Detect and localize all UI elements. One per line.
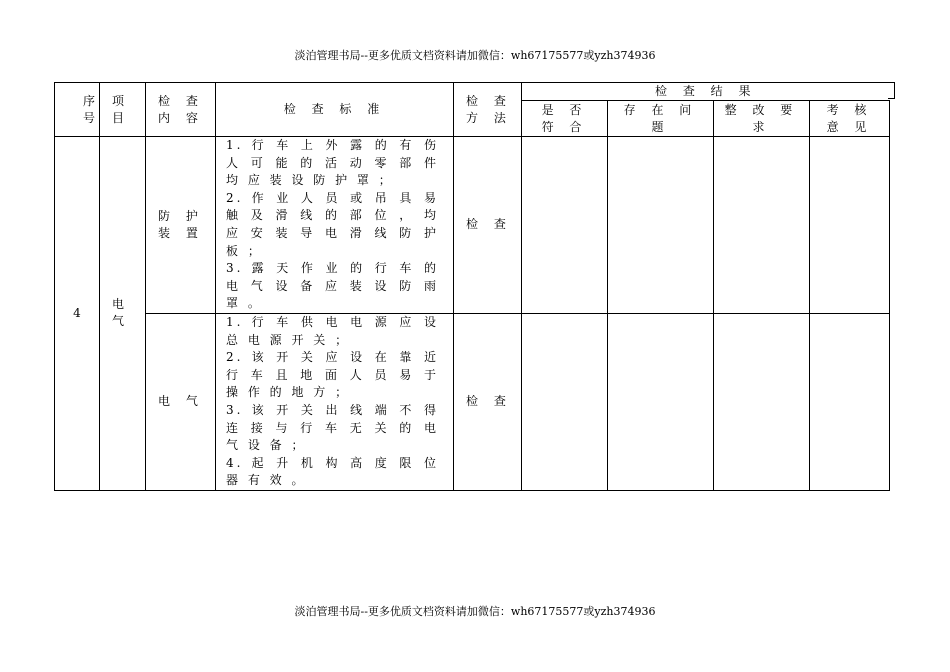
- row-rectify-electric[interactable]: [714, 313, 810, 490]
- row-content-protection: 防 护 装 置: [146, 137, 216, 314]
- row-conform-electric[interactable]: [522, 313, 608, 490]
- result-header-extension: [888, 82, 895, 99]
- header-standard: 检 查 标 准: [216, 83, 454, 137]
- inspection-table: [54, 82, 890, 491]
- row-problem-protection[interactable]: [608, 137, 714, 314]
- row-assess-electric[interactable]: [810, 313, 890, 490]
- row-seq: 4: [55, 137, 100, 491]
- header-result: 检 查 结 果: [522, 83, 890, 101]
- row-item: 电 气: [100, 137, 146, 491]
- row-standard-protection: 1. 行 车 上 外 露 的 有 伤 人 可 能 的 活 动 零 部 件 均 应 装 设 防 护 罩 ； 2. 作 业 人 员 或 吊 具 易 触 及 滑 线 的 部 位 ， 均 应 安 装 导 电 滑 线 防 护 板 ； 3. 露 天 作 业 的 行 车 的 电 气 设 备 应 装 设 防 雨 罩 。: [216, 137, 454, 314]
- header-row-1: [55, 83, 890, 101]
- page-header-note: 淡泊管理书局--更多优质文档资料请加微信：wh67175577或yzh374936: [294, 49, 656, 62]
- row-standard-electric: 1. 行 车 供 电 电 源 应 设 总 电 源 开 关 ； 2. 该 开 关 应 设 在 靠 近 行 车 且 地 面 人 员 易 于 操 作 的 地 方 ； 3. 该 开 关 出 线 端 不 得 连 接 与 行 车 无 关 的 电 气 设 备 ； 4. 起 升 机 构 高 度 限 位 器 有 效 。: [216, 313, 454, 490]
- table-row: [55, 137, 890, 314]
- header-conform: 是 否 符 合: [522, 101, 608, 137]
- row-rectify-protection[interactable]: [714, 137, 810, 314]
- row-conform-protection[interactable]: [522, 137, 608, 314]
- page-footer-note: 淡泊管理书局--更多优质文档资料请加微信：wh67175577或yzh374936: [294, 605, 656, 618]
- table-row: [55, 313, 890, 490]
- header-seq: 序 号: [55, 83, 100, 137]
- header-rectify: 整 改 要 求: [714, 101, 810, 137]
- header-problem: 存 在 问 题: [608, 101, 714, 137]
- row-content-electric: 电 气: [146, 313, 216, 490]
- row-problem-electric[interactable]: [608, 313, 714, 490]
- row-assess-protection[interactable]: [810, 137, 890, 314]
- header-content: 检 查 内 容: [146, 83, 216, 137]
- header-method: 检 查 方 法: [454, 83, 522, 137]
- row-method-protection: 检 查: [454, 137, 522, 314]
- row-method-electric: 检 查: [454, 313, 522, 490]
- header-assess: 考 核 意 见: [810, 101, 890, 137]
- header-item: 项 目: [100, 83, 146, 137]
